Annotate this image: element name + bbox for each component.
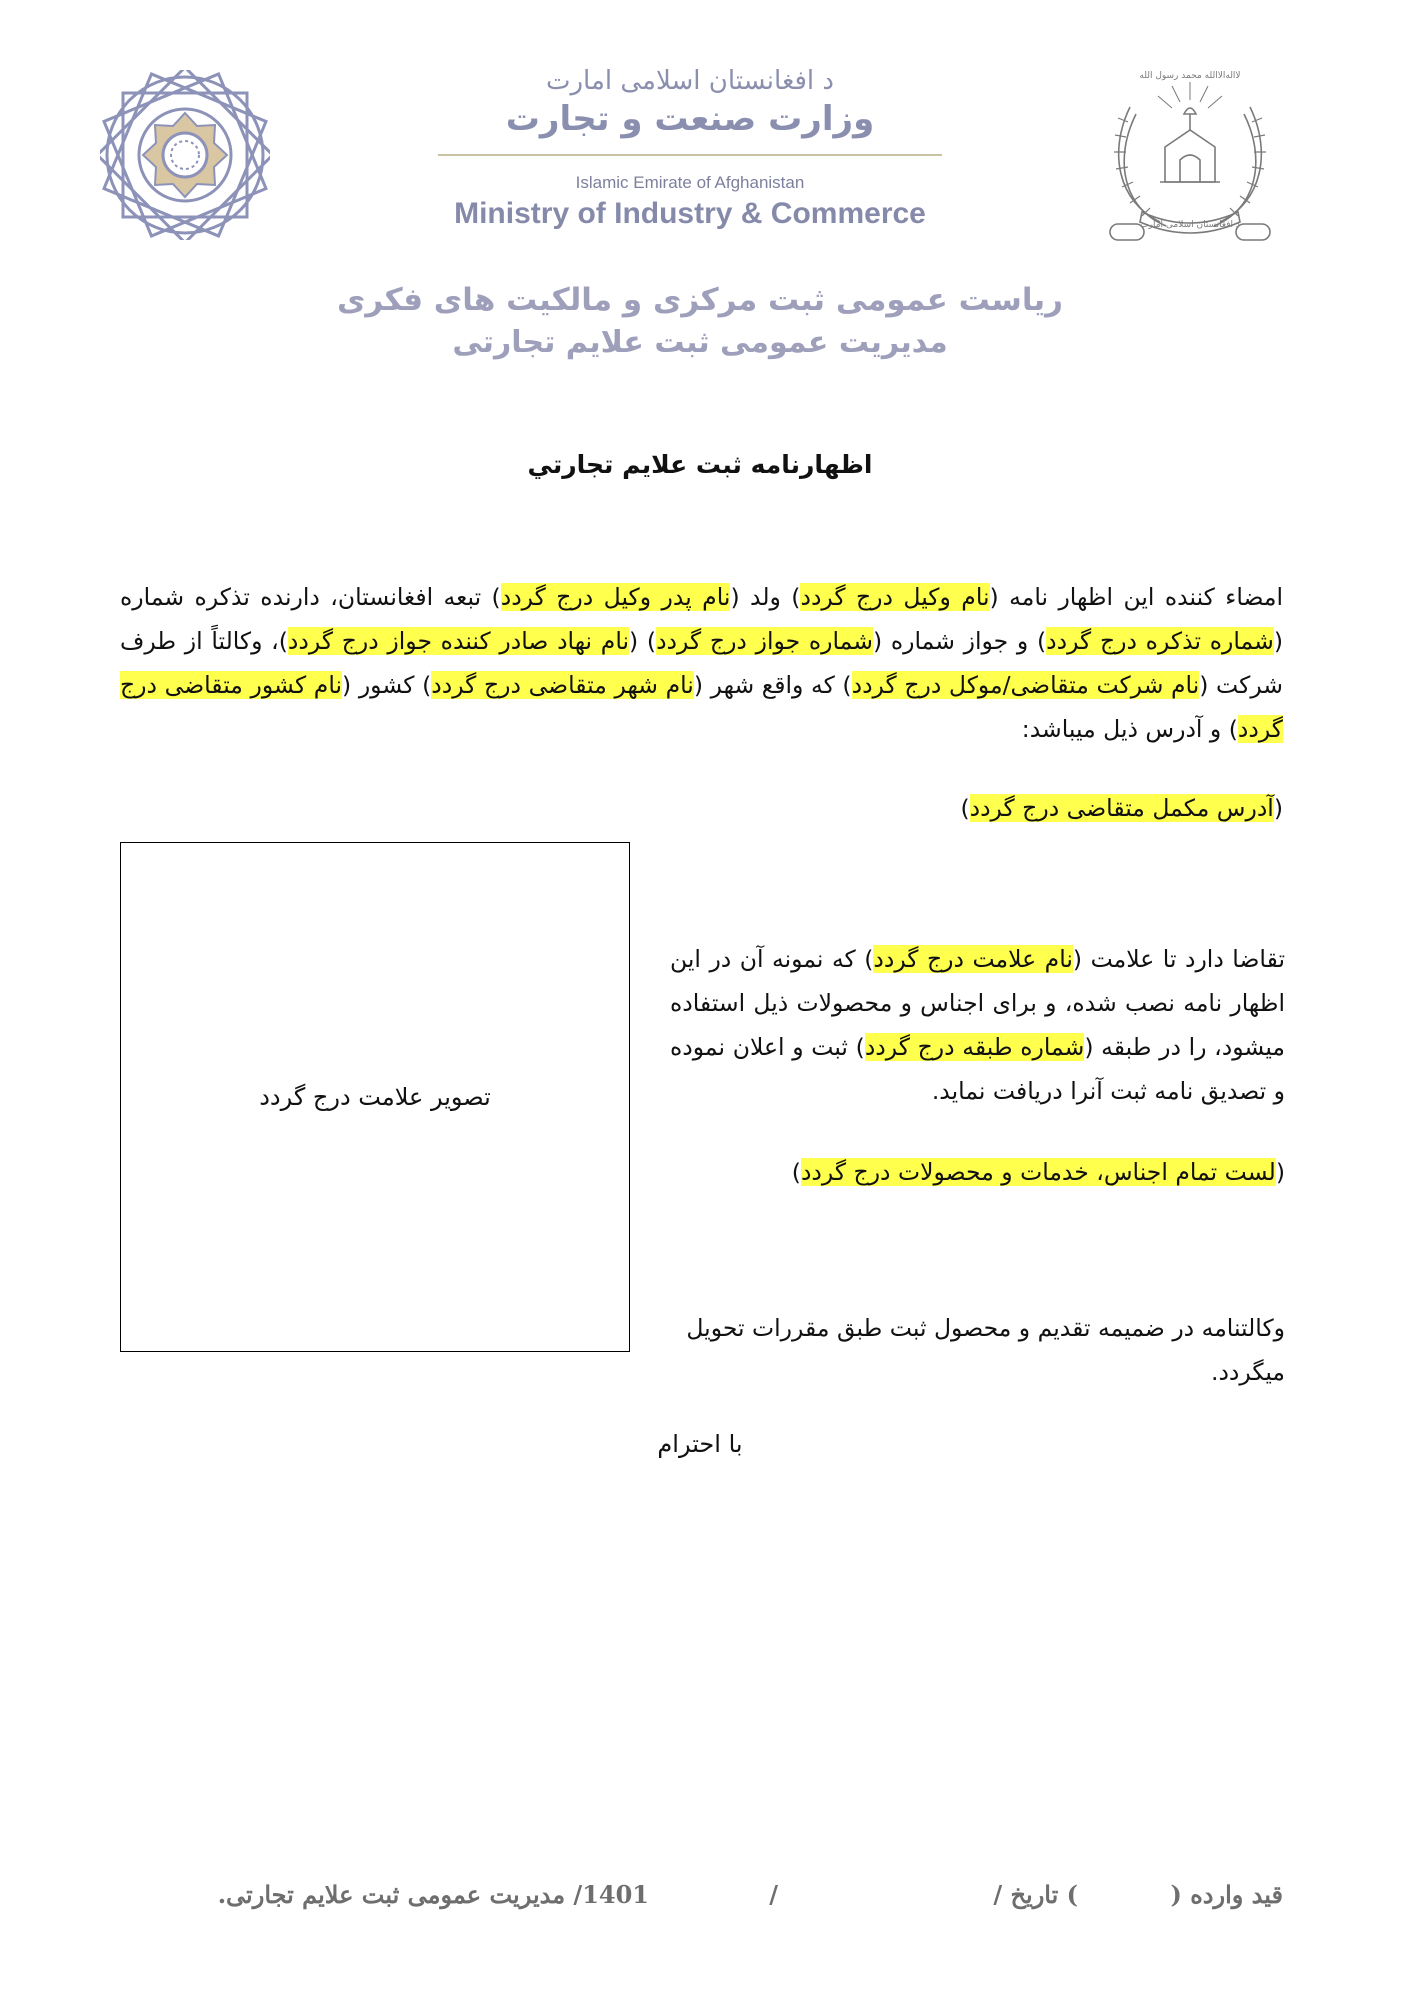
trademark-image-placeholder: تصویر علامت درج گردد [259, 1083, 491, 1111]
document-title: اظهارنامه ثبت علایم تجارتي [527, 450, 873, 479]
footer-date-slash: / [769, 1880, 778, 1909]
directorate-name: مدیریت عمومی ثبت علایم تجارتی [452, 325, 948, 360]
header-divider [438, 154, 942, 156]
goods-close-paren: ) [791, 1158, 801, 1186]
intro-paragraph [120, 575, 1283, 751]
intro-text-2: ) ولد ( [730, 583, 801, 611]
ministry-en-subtitle: Islamic Emirate of Afghanistan [575, 173, 805, 192]
presidency-name: ریاست عمومی ثبت مرکزی و مالکیت های فکری [336, 282, 1064, 318]
field-company-name[interactable]: نام شرکت متقاضی/موکل درج گردد [851, 671, 1200, 699]
emblem-top-text: لااله‌الاالله محمد رسول الله [1139, 71, 1241, 81]
field-mark-name[interactable]: نام علامت درج گردد [873, 945, 1073, 973]
star-logo-icon [100, 70, 270, 240]
intro-text-8: ) کشور ( [342, 671, 432, 699]
footer-registry-line [120, 1880, 1283, 1920]
field-full-address[interactable]: آدرس مکمل متقاضی درج گردد [969, 794, 1274, 822]
field-tazkira-number[interactable]: شماره تذکره درج گردد [1046, 627, 1274, 655]
intro-text-3: ) تبعه افغانستان، دارنده تذکره شماره ( [120, 583, 1283, 655]
request-text-3: ) ثبت و اعلان نموده و تصدیق نامه ثبت آنرا دریافت نماید. [670, 1033, 1285, 1105]
organization-heading [300, 278, 1100, 364]
goods-line [670, 1150, 1285, 1194]
intro-text-9: ) و آدرس ذیل میباشد: [1021, 715, 1238, 743]
field-country[interactable]: نام کشور متقاضی درج گردد [120, 671, 1283, 743]
request-paragraph [670, 937, 1285, 1113]
emblem-icon [1100, 62, 1280, 244]
ministry-dari-subtitle: د افغانستان اسلامی امارت [545, 66, 834, 96]
closing-regards: با احترام [657, 1430, 743, 1458]
field-license-issuer[interactable]: نام نهاد صادر کننده جواز درج گردد [287, 627, 630, 655]
footer-registry-label: قید وارده ( [1170, 1880, 1283, 1909]
address-open-paren: ( [1273, 794, 1283, 822]
ministry-en-title: Ministry of Industry & Commerce [454, 197, 926, 230]
emblem-ribbon-text: د افغانستان اسلامی امارت [1140, 220, 1240, 230]
field-father-name[interactable]: نام پدر وکیل درج گردد [500, 583, 731, 611]
field-city[interactable]: نام شهر متقاضی درج گردد [431, 671, 694, 699]
footer-year-directorate: 1401/ مدیریت عمومی ثبت علایم تجارتی. [217, 1880, 649, 1909]
field-goods-list[interactable]: لست تمام اجناس، خدمات و محصولات درج گردد [800, 1158, 1276, 1186]
intro-text-5: ) ( [629, 627, 657, 655]
intro-text-6: )، وکالتاً از طرف شرکت ( [120, 627, 1283, 699]
field-agent-name[interactable]: نام وکیل درج گردد [800, 583, 990, 611]
intro-text-4: ) و جواز شماره ( [872, 627, 1047, 655]
field-class-number[interactable]: شماره طبقه درج گردد [864, 1033, 1085, 1061]
request-text-2: ) که نمونه آن در این اظهار نامه نصب شده، و برای اجناس و محصولات ذیل استفاده میشود، را در طبقه ( [670, 945, 1286, 1061]
address-close-paren: ) [960, 794, 970, 822]
request-text-1: تقاضا دارد تا علامت ( [1072, 945, 1285, 973]
footer-date-label: ) تاریخ / [993, 1880, 1078, 1909]
ministry-dari-title: وزارت صنعت و تجارت [505, 99, 875, 139]
ministry-star-logo [100, 70, 270, 240]
trademark-image-box[interactable] [120, 842, 630, 1352]
ministry-name-block [430, 64, 950, 234]
goods-open-paren: ( [1275, 1158, 1285, 1186]
national-emblem [1100, 62, 1280, 244]
power-of-attorney-note: وکالتنامه در ضمیمه تقدیم و محصول ثبت طبق مقررات تحویل میگردد. [686, 1314, 1285, 1386]
field-license-number[interactable]: شماره جواز درج گردد [656, 627, 873, 655]
address-line [120, 786, 1283, 830]
intro-text-1: امضاء کننده این اظهار نامه ( [989, 583, 1283, 611]
intro-text-7: ) که واقع شهر ( [693, 671, 852, 699]
